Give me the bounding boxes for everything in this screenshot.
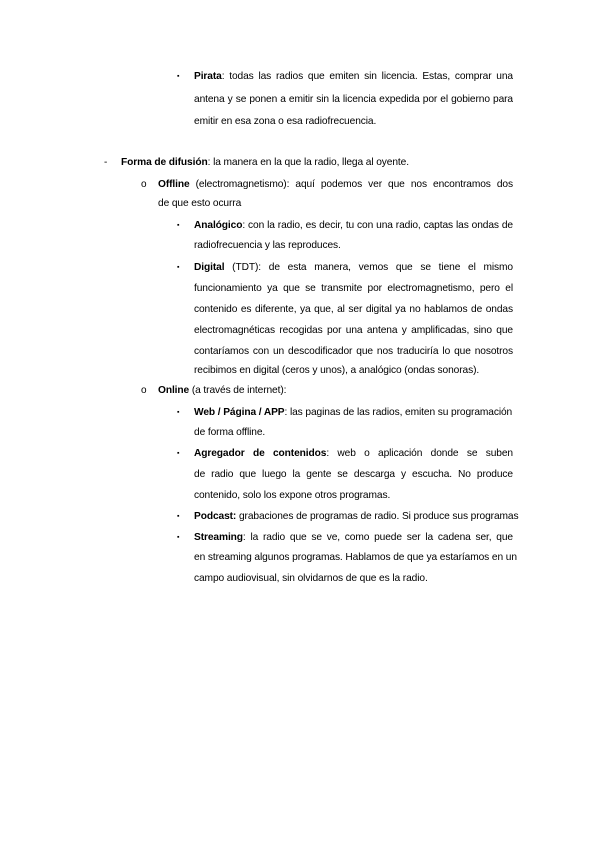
- online-term: Online: [158, 385, 190, 396]
- agregador-text: : web o aplicación donde se suben: [326, 448, 513, 459]
- online-text: (a través de internet):: [189, 385, 287, 396]
- web-term: Web / Página / APP: [194, 407, 285, 418]
- streaming-line-3: campo audiovisual, sin olvidarnos de que es la radio.: [194, 573, 428, 584]
- analogico-text: : con la radio, es decir, tu con una radio, captas las ondas de: [242, 220, 513, 231]
- forma-term: Forma de difusión: [121, 157, 208, 168]
- agregador-line-3: contenido, solo los expone otros programas.: [194, 490, 391, 501]
- square-bullet-icon: ▪: [177, 73, 180, 80]
- streaming-term: Streaming: [194, 532, 243, 543]
- web-text: : las paginas de las radios, emiten su programación: [284, 407, 513, 418]
- podcast-term: Podcast:: [194, 511, 237, 522]
- square-bullet-icon: ▪: [177, 534, 180, 541]
- square-bullet-icon: ▪: [177, 513, 180, 520]
- digital-line-6: recibimos en digital (ceros y unos), a analógico (ondas sonoras).: [194, 365, 480, 376]
- circle-bullet-icon: o: [141, 179, 147, 190]
- agregador-term: Agregador de contenidos: [194, 448, 327, 459]
- offline-term: Offline: [158, 179, 190, 190]
- square-bullet-icon: ▪: [177, 450, 180, 457]
- pirata-text: : todas las radios que emiten sin licencia. Estas, comprar una: [221, 71, 513, 82]
- streaming-text: : la radio que se ve, como puede ser la cadena ser, que: [242, 532, 513, 543]
- pirata-line-1: [194, 70, 513, 84]
- podcast-text: grabaciones de programas de radio. Si produce sus programas: [236, 511, 519, 522]
- circle-bullet-icon: o: [141, 385, 147, 396]
- forma-difusion-line: [121, 156, 513, 170]
- digital-line-3: contenido es diferente, ya que, al ser digital ya no hablamos de ondas: [194, 304, 513, 315]
- pirata-line-2: antena y se ponen a emitir sin la licencia expedida por el gobierno para: [194, 94, 513, 105]
- podcast-line: [194, 510, 519, 524]
- agregador-line-1: [194, 447, 513, 461]
- dash-bullet-icon: -: [104, 157, 108, 168]
- analogico-line-2: radiofrecuencia y las reproduces.: [194, 240, 341, 251]
- digital-term: Digital: [194, 262, 225, 273]
- offline-line-1: [158, 178, 513, 192]
- digital-line-4: electromagnéticas recogidas por una antena y amplificadas, sino que: [194, 325, 513, 336]
- web-line-1: [194, 406, 513, 420]
- digital-line-5: contaríamos con un descodificador que nos traduciría lo que nosotros: [194, 346, 513, 357]
- pirata-term: Pirata: [194, 71, 222, 82]
- agregador-line-2: de radio que luego la gente se descarga y escucha. No produce: [194, 469, 513, 480]
- digital-line-2: funcionamiento ya que se transmite por electromagnetismo, pero el: [194, 283, 513, 294]
- streaming-line-2: en streaming algunos programas. Hablamos de que ya estaríamos en un: [194, 552, 517, 563]
- streaming-line-1: [194, 531, 513, 545]
- online-line: [158, 384, 513, 398]
- square-bullet-icon: ▪: [177, 264, 180, 271]
- web-line-2: de forma offline.: [194, 427, 266, 438]
- forma-text: : la manera en la que la radio, llega al oyente.: [207, 157, 409, 168]
- pirata-line-3: emitir en esa zona o esa radiofrecuencia.: [194, 116, 377, 127]
- offline-line-2: de que esto ocurra: [158, 198, 242, 209]
- offline-text: (electromagnetismo): aquí podemos ver que nos encontramos dos: [195, 179, 513, 190]
- analogico-term: Analógico: [194, 220, 243, 231]
- digital-line-1: [194, 261, 513, 275]
- square-bullet-icon: ▪: [177, 409, 180, 416]
- digital-text: (TDT): de esta manera, vemos que se tiene el mismo: [224, 262, 513, 273]
- square-bullet-icon: ▪: [177, 222, 180, 229]
- analogico-line-1: [194, 219, 513, 233]
